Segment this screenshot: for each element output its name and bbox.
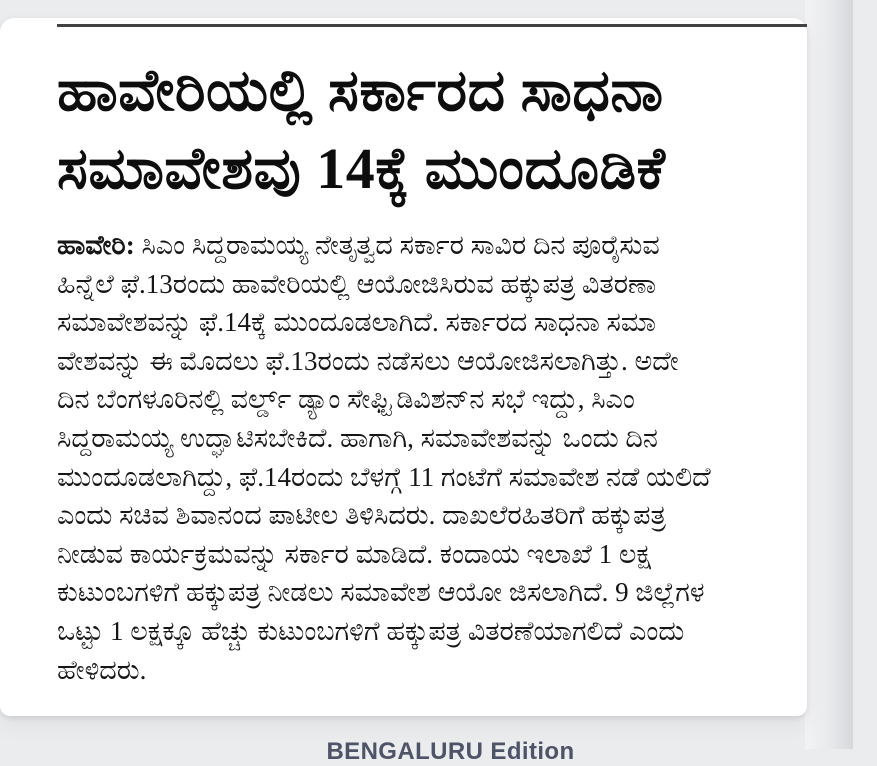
- article-body-line: ಒಟ್ಟು 1 ಲಕ್ಷಕ್ಕೂ ಹೆಚ್ಚು ಕುಟುಂಬಗಳಿಗೆ ಹಕ್ಕುಪತ್ರ ವಿತರಣೆಯಾಗಲಿದೆ ಎಂದು: [57, 615, 685, 646]
- edition-caption: BENGALURU Edition: [326, 738, 575, 765]
- article-body-line: ದಿನ ಬೆಂಗಳೂರಿನಲ್ಲಿ ವರ್ಲ್ಡ್ ಡ್ಯಾಂ ಸೇಫ್ಟಿ ಡಿವಿಶನ್‌ನ ಸಭೆ ಇದ್ದು, ಸಿಎಂ: [57, 384, 635, 415]
- article-body-line: ಸಮಾವೇಶವನ್ನು ಫೆ.14ಕ್ಕೆ ಮುಂದೂಡಲಾಗಿದೆ. ಸರ್ಕಾರದ ಸಾಧನಾ ಸಮಾ: [57, 307, 657, 338]
- article-dateline: ಹಾವೇರಿ:: [57, 230, 135, 260]
- article-body: [57, 226, 807, 689]
- article-body-text: ಸಿಎಂ ಸಿದ್ದರಾಮಯ್ಯ ನೇತೃತ್ವದ ಸರ್ಕಾರ ಸಾವಿರ ದಿನ ಪೂರೈಸುವ: [141, 230, 660, 260]
- article-body-line: ನೀಡುವ ಕಾರ್ಯಕ್ರಮವನ್ನು ಸರ್ಕಾರ ಮಾಡಿದೆ. ಕಂದಾಯ ಇಲಾಖೆ 1 ಲಕ್ಷ: [57, 538, 651, 569]
- article-body-line: ಹಿನ್ನೆಲೆ ಫೆ.13ರಂದು ಹಾವೇರಿಯಲ್ಲಿ ಆಯೋಜಿಸಿರುವ ಹಕ್ಕುಪತ್ರ ವಿತರಣಾ: [57, 268, 657, 299]
- newspaper-clipping-card: [0, 18, 807, 716]
- article-body-line: ಮುಂದೂಡಲಾಗಿದ್ದು, ಫೆ.14ರಂದು ಬೆಳಗ್ಗೆ 11 ಗಂಟೆಗೆ ಸಮಾವೇಶ ನಡೆ ಯಲಿದೆ: [57, 461, 711, 492]
- headline-line-2: ಸಮಾವೇಶವು 14ಕ್ಕೆ ಮುಂದೂಡಿಕೆ: [57, 136, 666, 201]
- right-edge-gradient: [805, 0, 853, 749]
- article-body-line: ಕುಟುಂಬಗಳಿಗೆ ಹಕ್ಕುಪತ್ರ ನೀಡಲು ಸಮಾವೇಶ ಆಯೋ ಜಿಸಲಾಗಿದೆ. 9 ಜಿಲ್ಲೆಗಳ: [57, 577, 705, 608]
- article-body-line: ವೇಶವನ್ನು ಈ ಮೊದಲು ಫೆ.13ರಂದು ನಡೆಸಲು ಆಯೋಜಿಸಲಾಗಿತ್ತು. ಅದೇ: [57, 345, 679, 376]
- article-top-rule: [57, 24, 807, 27]
- article-body-line: [57, 226, 807, 265]
- headline-line-1: ಹಾವೇರಿಯಲ್ಲಿ ಸರ್ಕಾರದ ಸಾಧನಾ: [57, 58, 664, 123]
- article-body-line: ಸಿದ್ದರಾಮಯ್ಯ ಉದ್ಘಾಟಿಸಬೇಕಿದೆ. ಹಾಗಾಗಿ, ಸಮಾವೇಶವನ್ನು ಒಂದು ದಿನ: [57, 422, 658, 453]
- article-body-line: ಎಂದು ಸಚಿವ ಶಿವಾನಂದ ಪಾಟೀಲ ತಿಳಿಸಿದರು. ದಾಖಲೆರಹಿತರಿಗೆ ಹಕ್ಕುಪತ್ರ: [57, 500, 666, 531]
- article-headline: [57, 52, 807, 208]
- article-body-line: ಹೇಳಿದರು.: [57, 654, 147, 685]
